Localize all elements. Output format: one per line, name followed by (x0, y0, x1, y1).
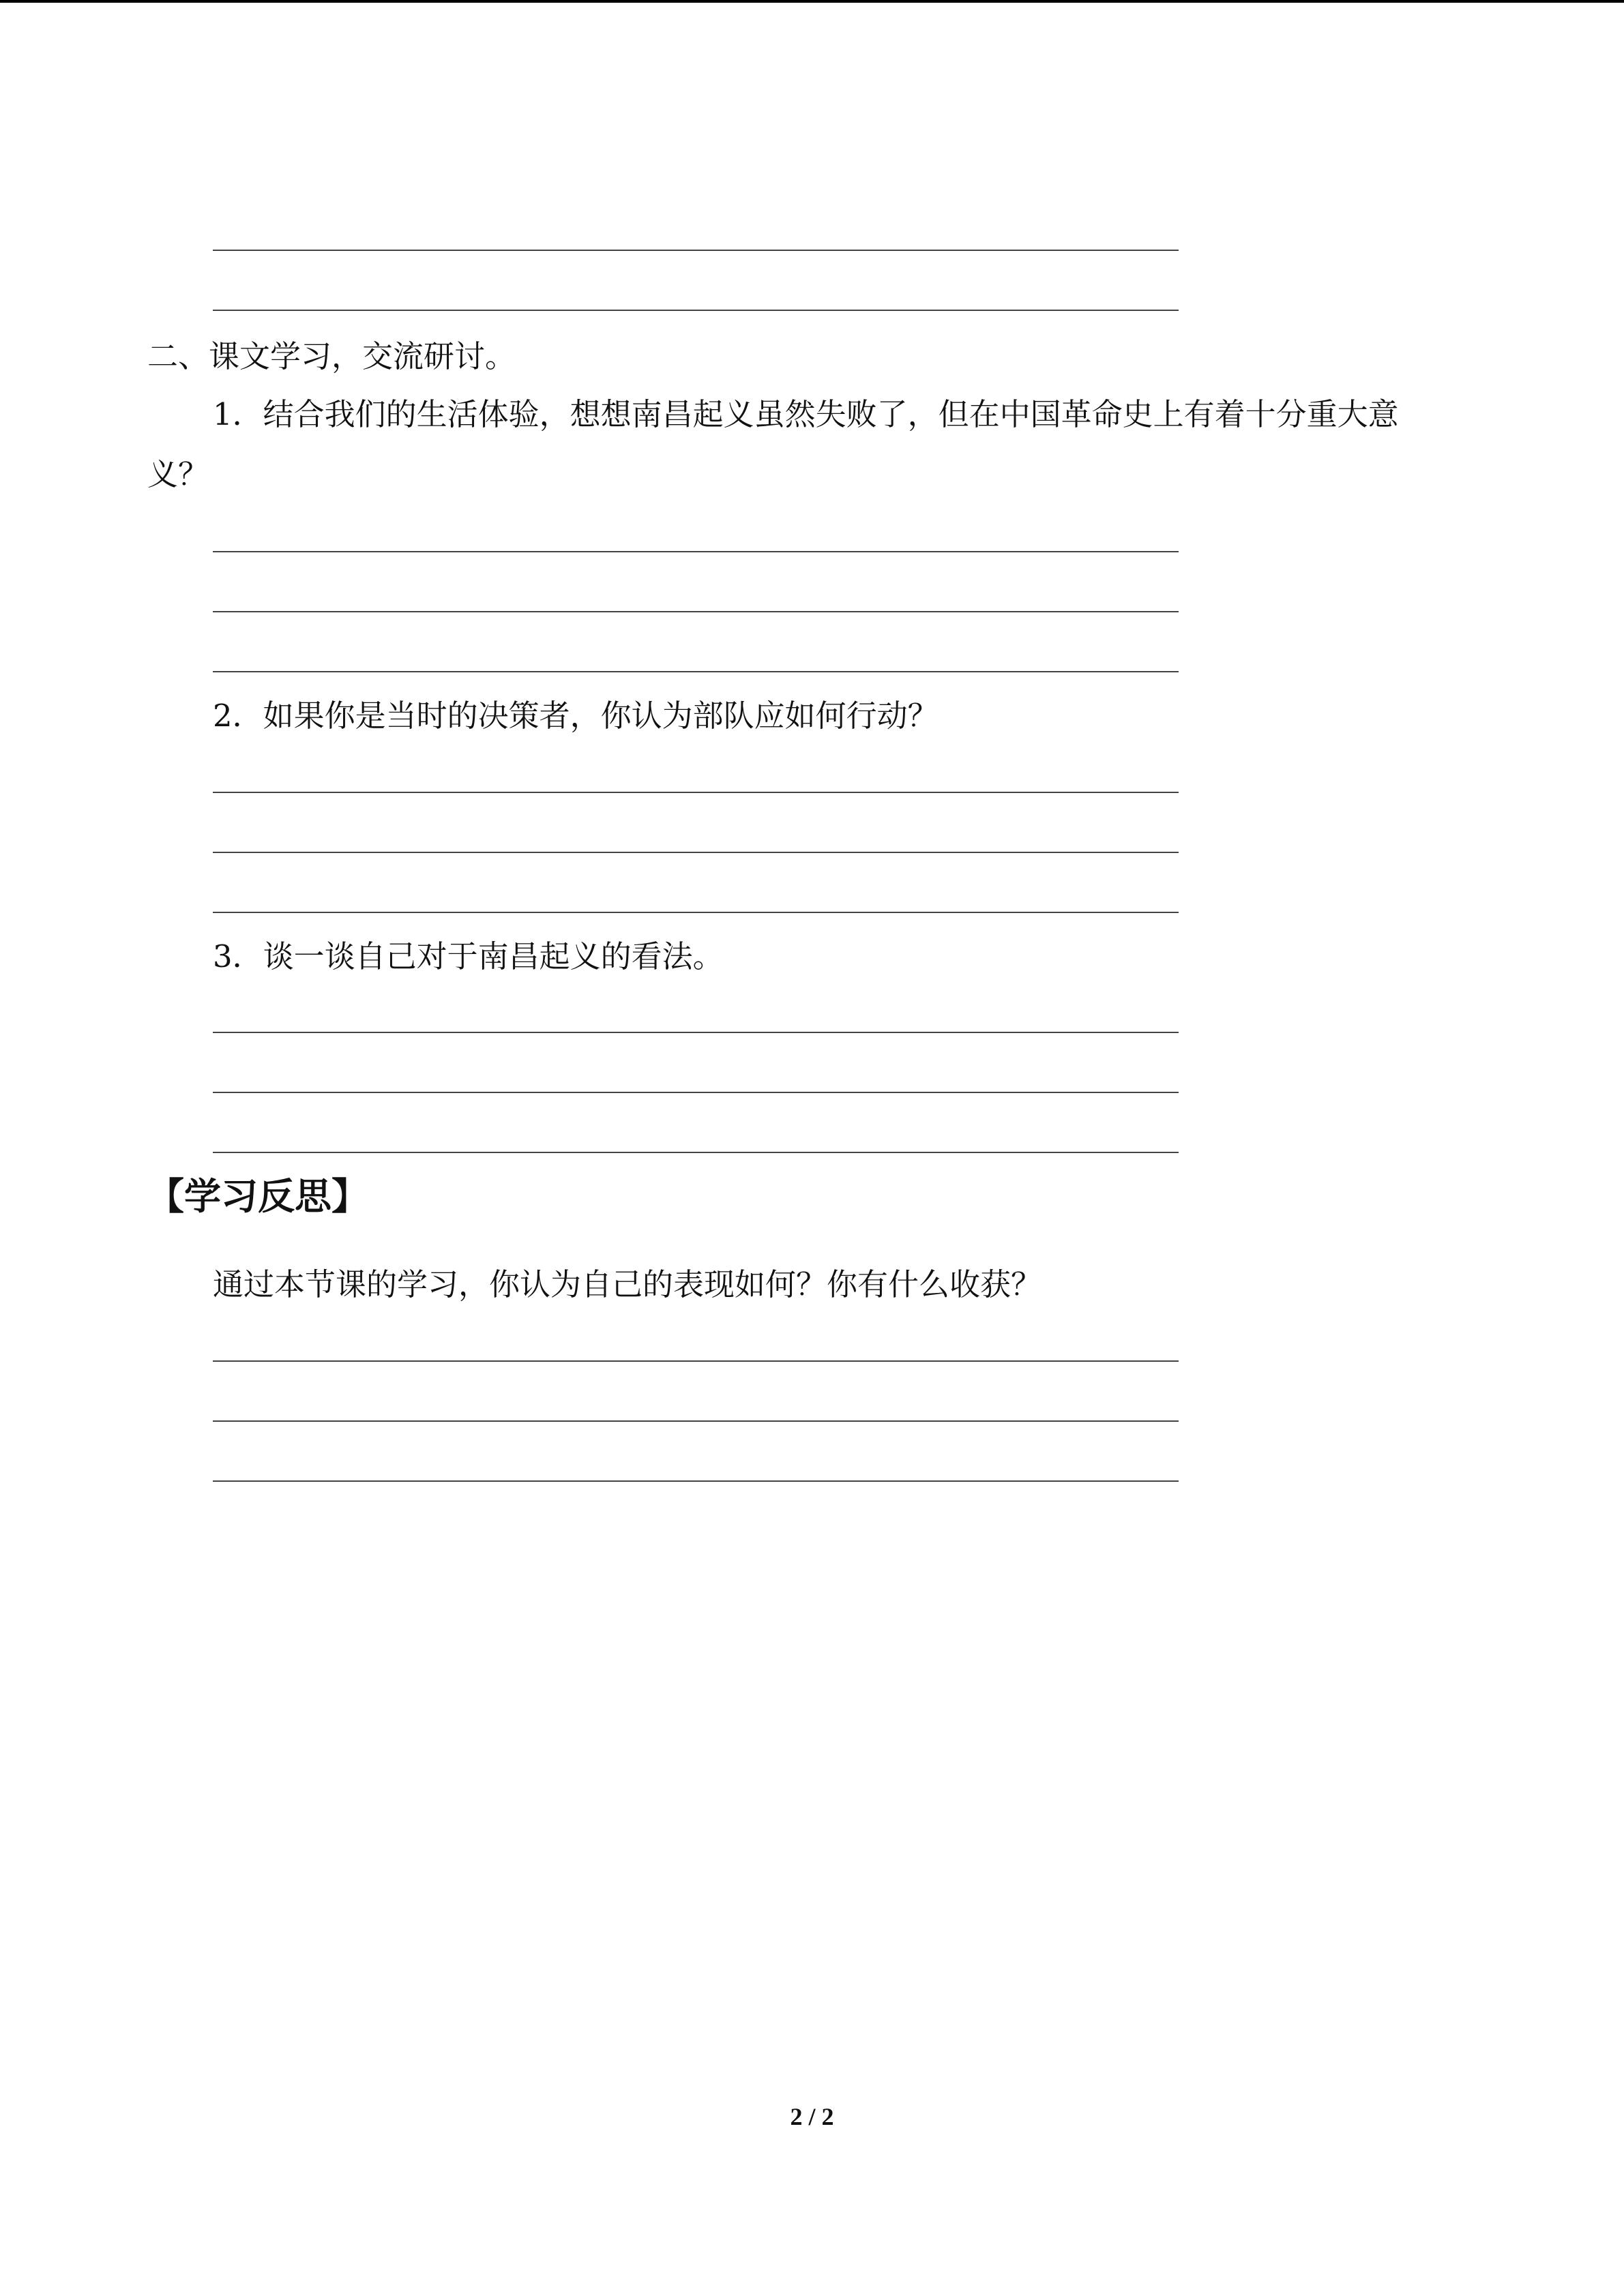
reflection-title: 【学习反思】 (147, 1175, 368, 1218)
section-heading: 二、课文学习，交流研讨。 (147, 338, 516, 374)
question-3: 3．谈一谈自己对于南昌起义的看法。 (213, 938, 724, 974)
question-1: 1．结合我们的生活体验，想想南昌起义虽然失败了，但在中国革命史上有着十分重大意 (213, 396, 1399, 432)
answer-line[interactable] (213, 1480, 1179, 1482)
answer-line[interactable] (213, 852, 1179, 853)
reflection-prompt: 通过本节课的学习，你认为自己的表现如何？你有什么收获？ (213, 1266, 1042, 1302)
answer-line[interactable] (213, 1092, 1179, 1093)
question-1-continuation: 义？ (147, 456, 209, 492)
answer-line[interactable] (213, 611, 1179, 612)
answer-line[interactable] (213, 1360, 1179, 1362)
answer-line[interactable] (213, 671, 1179, 672)
answer-line[interactable] (213, 1032, 1179, 1033)
answer-line[interactable] (213, 310, 1179, 311)
page-number: 2 / 2 (790, 2103, 834, 2130)
page-top-border (0, 0, 1624, 3)
answer-line[interactable] (213, 551, 1179, 552)
answer-line[interactable] (213, 912, 1179, 913)
answer-line[interactable] (213, 1420, 1179, 1422)
answer-line[interactable] (213, 792, 1179, 793)
question-2: 2．如果你是当时的决策者，你认为部队应如何行动？ (213, 698, 939, 734)
answer-line[interactable] (213, 250, 1179, 251)
answer-line[interactable] (213, 1152, 1179, 1153)
